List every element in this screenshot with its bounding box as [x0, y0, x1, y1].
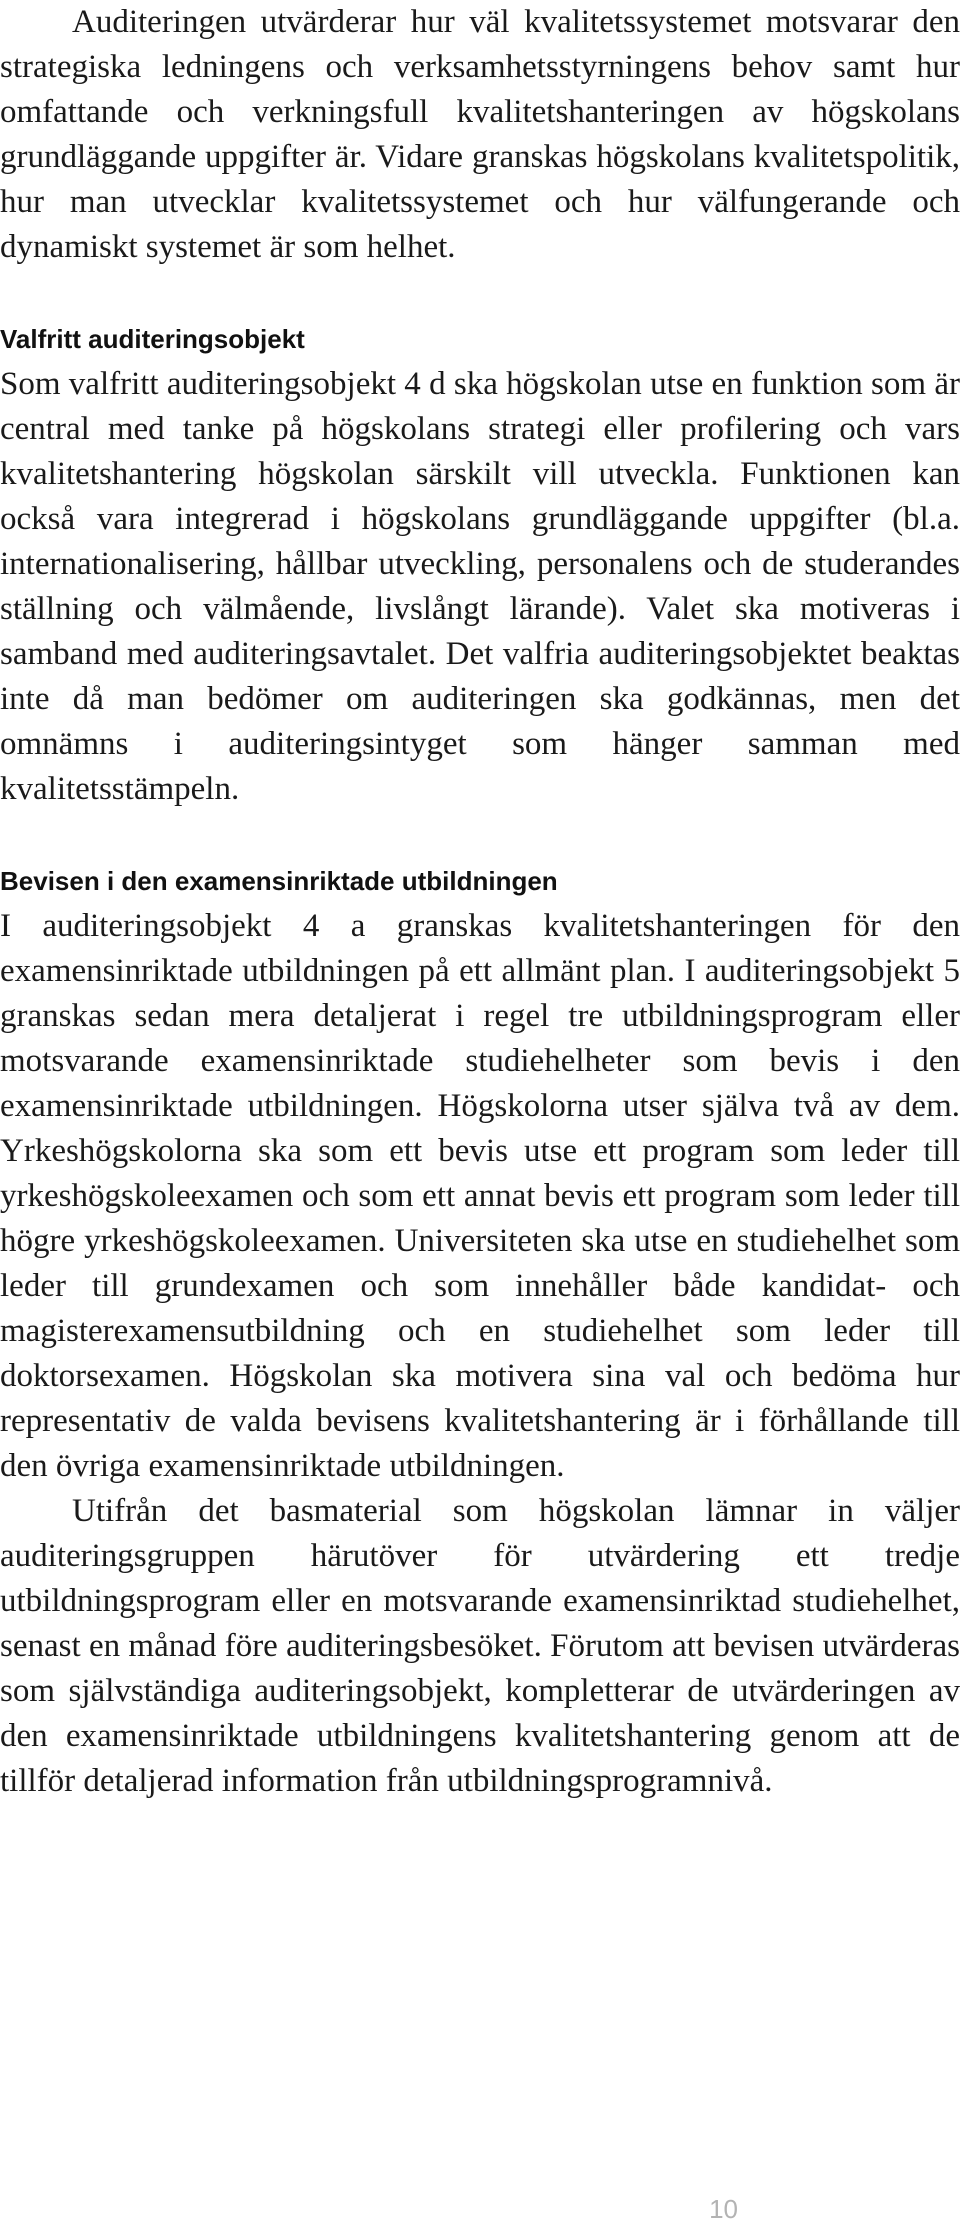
- evidence-paragraph-1: I auditeringsobjekt 4 a granskas kvalitetshanteringen för den examensinriktade utbildningen på ett allmänt plan. I auditeringsobjekt 5 granskas sedan mera detaljerat i regel tre utbildningsprogram eller motsvarande examensinriktade studiehelheter som bevis i den examensinriktade utbildningen. Högskolorna utser själva två av dem. Yrkeshögskolorna ska som ett bevis utse ett program som leder till yrkeshögskoleexamen och som ett annat bevis ett program som leder till högre yrkeshögskoleexamen. Universiteten ska utse en studiehelhet som leder till grundexamen och som innehåller både kandidat- och magisterexamensutbildning och en studiehelhet som leder till doktorsexamen. Högskolan ska motivera sina val och bedöma hur representativ de valda bevisens kvalitetshantering är i förhållande till den övriga examensinriktade utbildningen.: [0, 908, 960, 1484]
- page-number: 10: [709, 2194, 738, 2224]
- evidence-paragraph-2: Utifrån det basmaterial som högskolan lämnar in väljer auditeringsgruppen härutöver för utvärdering ett tredje utbildningsprogram eller en motsvarande examensinriktad studiehelhet, senast en månad före auditeringsbesöket. Förutom att bevisen utvärderas som självständiga auditeringsobjekt, kompletterar de utvärderingen av den examensinriktade utbildningens kvalitetshantering genom att de tillför detaljerad information från utbildningsprogramnivå.: [0, 1493, 960, 1799]
- section-heading-evidence: Bevisen i den examensinriktade utbildningen: [0, 866, 558, 896]
- section-heading-optional-object: Valfritt auditeringsobjekt: [0, 324, 305, 354]
- optional-object-paragraph: Som valfritt auditeringsobjekt 4 d ska högskolan utse en funktion som är central med tanke på högskolans strategi eller profilering och vars kvalitetshantering högskolan särskilt vill utveckla. Funktionen kan också vara integrerad i högskolans grundläggande uppgifter (bl.a. internationalisering, hållbar utveckling, personalens och de studerandes ställning och välmående, livslångt lärande). Valet ska motiveras i samband med auditeringsavtalet. Det valfria auditeringsobjektet beaktas inte då man bedömer om auditeringen ska godkännas, men det omnämns i auditeringsintyget som hänger samman med kvalitetsstämpeln.: [0, 366, 960, 807]
- spacer: [0, 812, 960, 859]
- intro-paragraph: Auditeringen utvärderar hur väl kvalitetssystemet motsvarar den strategiska ledningens och verksamhetsstyrningens behov samt hur omfattande och verkningsfull kvalitetshanteringen av högskolans grundläggande uppgifter är. Vidare granskas högskolans kvalitetspolitik, hur man utvecklar kvalitetssystemet och hur välfungerande och dynamiskt systemet är som helhet.: [0, 4, 960, 265]
- spacer: [0, 270, 960, 317]
